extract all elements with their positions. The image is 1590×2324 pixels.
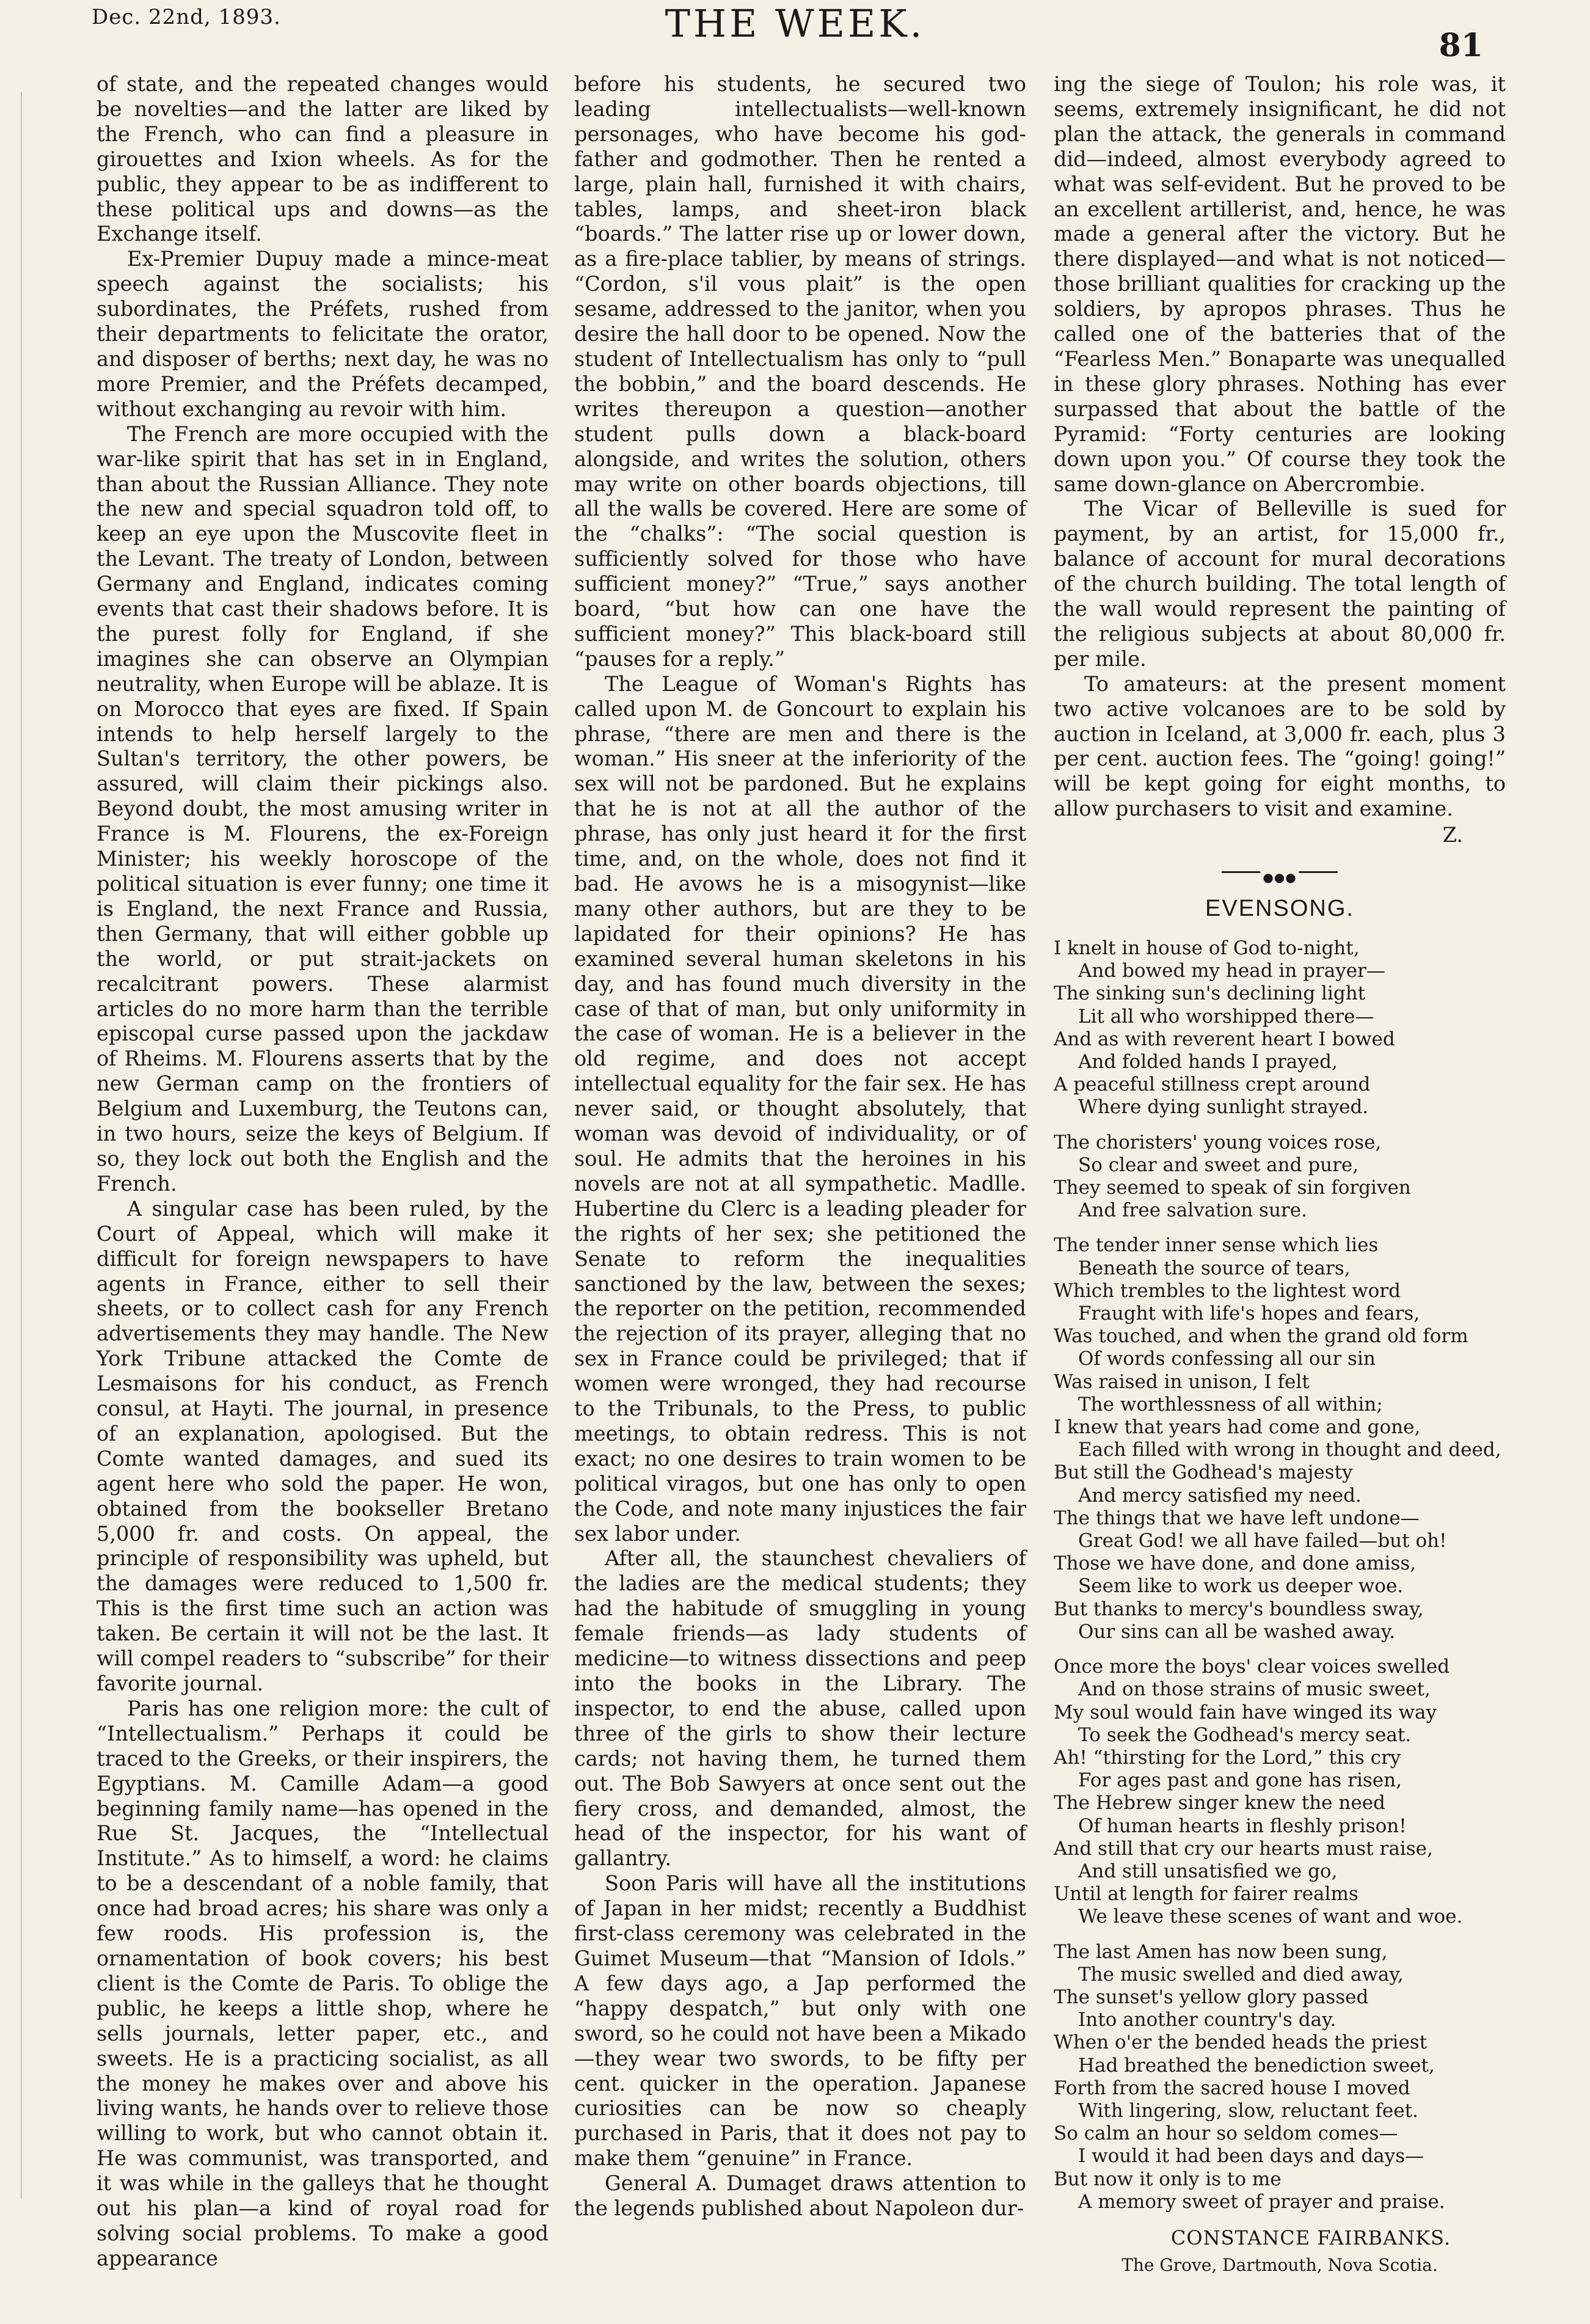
poem-line: Had breathed the benediction sweet, bbox=[1078, 2054, 1435, 2077]
masthead-title: THE WEEK. bbox=[665, 1, 925, 46]
issue-date: Dec. 22nd, 1893. bbox=[92, 5, 281, 29]
poem-line: Forth from the sacred house I moved bbox=[1054, 2077, 1410, 2099]
poem-line: And mercy satisfied my need. bbox=[1078, 1484, 1362, 1507]
poem-line: So calm an hour so seldom comes— bbox=[1054, 2122, 1398, 2145]
poem-line: Once more the boys' clear voices swelled bbox=[1054, 1656, 1450, 1678]
paragraph: of state, and the repeated changes would be novelties—and the latter are liked by the French, who can find a pleasure in girouettes and Ixion wheels. As for the public, they appear to be as indifferent to these political ups and downs—as the Exchange itself. bbox=[97, 72, 549, 246]
column-3 bbox=[1054, 72, 1506, 2278]
poem-line: Fraught with life's hopes and fears, bbox=[1078, 1303, 1420, 1325]
poem-line: And still that cry our hearts must raise, bbox=[1054, 1837, 1433, 1860]
poem-line: Seem like to work us deeper woe. bbox=[1078, 1575, 1404, 1598]
paragraph: Paris has one religion more: the cult of “Intellectualism.” Perhaps it could be traced to the Greeks, or their inspirers, the Egyptians. M. Camille Adam—a good beginning family name—has opened in the Rue St. Jacques, the “Intellectual Institute.” As to himself, a word: he claims to be a descendant of a noble family, that once had broad acres; his share was only a few roods. His profession is, the ornamentation of book covers; his best client is the Comte de Paris. To oblige the public, he keeps a little shop, where he sells journals, letter paper, etc., and sweets. He is a practicing socialist, as all the money he makes over and above his living wants, he hands over to relieve those willing to work, but who cannot obtain it. He was communist, was transported, and it was while in the galleys that he thought out his plan—a kind of royal road for solving social problems. To make a good appearance bbox=[97, 1696, 549, 2270]
poem-line: Which trembles to the lightest word bbox=[1054, 1279, 1401, 1302]
poem-line: Was raised in unison, I felt bbox=[1054, 1370, 1310, 1393]
paragraph: General A. Dumaget draws attention to the legends published about Napoleon dur- bbox=[574, 2171, 1026, 2221]
poem-location: The Grove, Dartmouth, Nova Scotia. bbox=[1121, 2254, 1438, 2275]
poem-line: And on those strains of music sweet, bbox=[1078, 1678, 1431, 1701]
poem-line: I knew that years had come and gone, bbox=[1054, 1416, 1421, 1439]
poem-line: Of words confessing all our sin bbox=[1078, 1348, 1376, 1370]
poem bbox=[1054, 896, 1506, 2278]
paragraph: The French are more occupied with the war-like spirit that has set in in England, than about the Russian Alliance. They note the new and special squadron told off, to keep an eye upon the Muscovite fleet in the Levant. The treaty of London, between Germany and England, indicates coming events that cast their shadows before. It is the purest folly for England, if she imagines she can observe an Olympian neutrality, when Europe will be ablaze. It is on Morocco that eyes are fixed. If Spain intends to help herself largely to the Sultan's territory, the other powers, be assured, will claim their pickings also. Beyond doubt, the most amusing writer in France is M. Flourens, the ex-Foreign Minister; his weekly horoscope of the political situation is ever funny; one time it is England, the next France and Russia, then Germany, that will either gobble up the world, or put strait-jackets on recalcitrant powers. These alarmist articles do no more harm than the terrible episcopal curse passed upon the jackdaw of Rheims. M. Flourens asserts that by the new German camp on the frontiers of Belgium and Luxemburg, the Teutons can, in two hours, seize the keys of Belgium. If so, they lock out both the English and the French. bbox=[97, 422, 549, 1196]
poem-line: So clear and sweet and pure, bbox=[1078, 1153, 1359, 1176]
poem-line: And as with reverent heart I bowed bbox=[1054, 1028, 1395, 1050]
paragraph: The League of Woman's Rights has called upon M. de Goncourt to explain his phrase, “there are men and there is the woman.” His sneer at the inferiority of the sex will not be pardoned. But he explains that he is not at all the author of the phrase, has only just heard it for the first time, and, on the whole, does not find it bad. He avows he is a misogynist—like many other authors, but are they to be lapidated for their opinions? He has examined several human skeletons in his day, and has found much diversity in the case of that of man, but only uniformity in the case of woman. He is a believer in the old regime, and does not accept intellectual equality for the fair sex. He has never said, or thought absolutely, that woman was devoid of individuality, or of soul. He admits that the heroines in his novels are not at all sympathetic. Madlle. Hubertine du Clerc is a leading pleader for the rights of her sex; she petitioned the Senate to reform the inequalities sanctioned by the law, between the sexes; the reporter on the petition, recommended the rejection of its prayer, alleging that no sex in France could be privileged; that if women were wronged, they had recourse to the Tribunals, to the Press, to public meetings, to obtain redress. This is not exact; no one desires to train women to be political viragos, but one has only to open the Code, and note many injustices the fair sex labor under. bbox=[574, 671, 1026, 1546]
poem-line: With lingering, slow, reluctant feet. bbox=[1078, 2099, 1418, 2122]
poem-line: Each filled with wrong in thought and deed, bbox=[1078, 1439, 1501, 1461]
poem-line: The tender inner sense which lies bbox=[1054, 1234, 1379, 1257]
poem-line: The music swelled and died away, bbox=[1078, 1963, 1404, 1986]
column-2 bbox=[574, 72, 1026, 2221]
poem-line: To seek the Godhead's mercy seat. bbox=[1078, 1723, 1412, 1746]
poem-line: We leave these scenes of want and woe. bbox=[1078, 1906, 1463, 1928]
poem-line: And still unsatisfied we go, bbox=[1078, 1860, 1338, 1882]
poem-author: CONSTANCE FAIRBANKS. bbox=[1170, 2226, 1451, 2249]
page-number: 81 bbox=[1439, 27, 1483, 64]
poem-line: But thanks to mercy's boundless sway, bbox=[1054, 1598, 1424, 1620]
poem-line: Those we have done, and done amiss, bbox=[1054, 1552, 1417, 1575]
poem-line: Of human hearts in fleshly prison! bbox=[1078, 1814, 1407, 1837]
poem-stanza bbox=[1054, 1234, 1506, 1643]
poem-title: EVENSONG. bbox=[1205, 896, 1354, 922]
section-divider: ●●● bbox=[1222, 871, 1338, 878]
poem-line: The sinking sun's declining light bbox=[1054, 982, 1366, 1005]
poem-stanza bbox=[1054, 937, 1506, 1119]
paragraph: A singular case has been ruled, by the Court of Appeal, which will make it difficult for foreign newspapers to have agents in France, either to sell their sheets, or to collect cash for any French advertisements they may handle. The New York Tribune attacked the Comte de Lesmaisons for his conduct, as French consul, at Hayti. The journal, in presence of an explanation, apologised. But the Comte wanted damages, and sued its agent here who sold the paper. He won, obtained from the bookseller Bretano 5,000 fr. and costs. On appeal, the principle of responsibility was upheld, but the damages were reduced to 1,500 fr. This is the first time such an action was taken. Be certain it will not be the last. It will compel readers to “subscribe” for their favorite journal. bbox=[97, 1196, 549, 1695]
poem-line: A peaceful stillness crept around bbox=[1054, 1073, 1371, 1096]
poem-line: Ah! “thirsting for the Lord,” this cry bbox=[1054, 1746, 1401, 1769]
poem-line: The choristers' young voices rose, bbox=[1054, 1131, 1382, 1153]
poem-line: I would it had been days and days— bbox=[1078, 2145, 1424, 2168]
poem-line: The worthlessness of all within; bbox=[1078, 1393, 1383, 1416]
poem-line: Beneath the source of tears, bbox=[1078, 1257, 1351, 1279]
poem-line: Into another country's day. bbox=[1078, 2009, 1337, 2031]
paragraph: before his students, he secured two leading intellectualists—well-known personages, who have become his god-father and godmother. Then he rented a large, plain hall, furnished it with chairs, tables, lamps, and sheet-iron black “boards.” The latter rise up or lower down, as a fire-place tablier, by means of strings. “Cordon, s'il vous plait” is the open sesame, addressed to the janitor, when you desire the hall door to be opened. Now the student of Intellectualism has only to “pull the bobbin,” and the board descends. He writes thereupon a question—another student pulls down a black-board alongside, and writes the solution, others may write on other boards objections, till all the walls be covered. Here are some of the “chalks”: “The social question is sufficiently solved for those who have sufficient money?” “True,” says another board, “but how can one have the sufficient money?” This black-board still “pauses for a reply.” bbox=[574, 72, 1026, 671]
poem-line: And bowed my head in prayer— bbox=[1078, 960, 1385, 982]
poem-line: Our sins can all be washed away. bbox=[1078, 1620, 1396, 1643]
poem-stanza bbox=[1054, 1131, 1506, 1222]
paragraph: The Vicar of Belleville is sued for payment, by an artist, for 15,000 fr., balance of account for mural decorations of the church building. The total length of the wall would represent the painting of the religious subjects at about 80,000 fr. per mile. bbox=[1054, 497, 1506, 671]
page-gutter bbox=[0, 92, 22, 2199]
paragraph: ing the siege of Toulon; his role was, it seems, extremely insignificant, he did not plan the attack, the generals in command did—indeed, almost everybody agreed to what was self-evident. But he proved to be an excellent artillerist, and, hence, he was made a general after the victory. But he there displayed—and what is not noticed—those brilliant qualities for cracking up the soldiers, by apropos phrases. Thus he called one of the batteries that of the “Fearless Men.” Bonaparte was unequalled in these glory phrases. Nothing has ever surpassed that about the battle of the Pyramid: “Forty centuries are looking down upon you.” Of course they took the same down-glance on Abercrombie. bbox=[1054, 72, 1506, 496]
poem-line: The last Amen has now been sung, bbox=[1054, 1940, 1388, 1963]
paragraph: Ex-Premier Dupuy made a mince-meat speech against the socialists; his subordinates, the Préfets, rushed from their departments to felicitate the orator, and disposer of berths; next day, he was no more Premier, and the Préfets decamped, without exchanging au revoir with him. bbox=[97, 247, 549, 421]
poem-line: And free salvation sure. bbox=[1078, 1199, 1307, 1222]
poem-line: My soul would fain have winged its way bbox=[1054, 1701, 1437, 1723]
poem-line: The things that we have left undone— bbox=[1054, 1507, 1420, 1529]
poem-line: They seemed to speak of sin forgiven bbox=[1054, 1177, 1411, 1199]
poem-line: And folded hands I prayed, bbox=[1078, 1051, 1338, 1073]
paragraph: Soon Paris will have all the institutions of Japan in her midst; recently a Buddhist first-class ceremony was celebrated in the Guimet Museum—that “Mansion of Idols.” A few days ago, a Jap performed the “happy despatch,” but only with one sword, so he could not have been a Mikado—they wear two swords, to be fifty per cent. quicker in the operation. Japanese curiosities can be now so cheaply purchased in Paris, that it does not pay to make them “genuine” in France. bbox=[574, 1871, 1026, 2171]
paragraph: After all, the staunchest chevaliers of the ladies are the medical students; they had the habitude of smuggling in young female friends—as lady students of medicine—to witness dissections and peep into the books in the Library. The inspector, to end the abuse, called upon three of the girls to show their lecture cards; not having them, he turned them out. The Bob Sawyers at once sent out the fiery cross, and demanded, almost, the head of the inspector, for his want of gallantry. bbox=[574, 1546, 1026, 1871]
paragraph: To amateurs: at the present moment two active volcanoes are to be sold by auction in Iceland, at 3,000 fr. each, plus 3 per cent. auction fees. The “going! going!” will be kept going for eight months, to allow purchasers to visit and examine. bbox=[1054, 671, 1506, 821]
poem-line: Until at length for fairer realms bbox=[1054, 1883, 1358, 1906]
poem-line: I knelt in house of God to-night, bbox=[1054, 937, 1360, 959]
poem-line: When o'er the bended heads the priest bbox=[1054, 2031, 1428, 2054]
poem-stanza bbox=[1054, 1941, 1506, 2213]
poem-stanza bbox=[1054, 1656, 1506, 1928]
poem-line: The sunset's yellow glory passed bbox=[1054, 1986, 1369, 2008]
column-1 bbox=[97, 72, 549, 2271]
poem-line: For ages past and gone has risen, bbox=[1078, 1769, 1402, 1792]
article-signature: Z. bbox=[1442, 823, 1463, 847]
poem-body bbox=[1054, 937, 1506, 2213]
poem-line: Great God! we all have failed—but oh! bbox=[1078, 1530, 1447, 1552]
poem-line: A memory sweet of prayer and praise. bbox=[1078, 2190, 1445, 2213]
poem-line: But still the Godhead's majesty bbox=[1054, 1461, 1353, 1484]
poem-line: Where dying sunlight strayed. bbox=[1078, 1096, 1369, 1119]
poem-line: But now it only is to me bbox=[1054, 2168, 1282, 2190]
poem-line: Lit all who worshipped there— bbox=[1078, 1005, 1374, 1028]
poem-line: The Hebrew singer knew the need bbox=[1054, 1792, 1385, 1814]
poem-line: Was touched, and when the grand old form bbox=[1054, 1325, 1468, 1348]
